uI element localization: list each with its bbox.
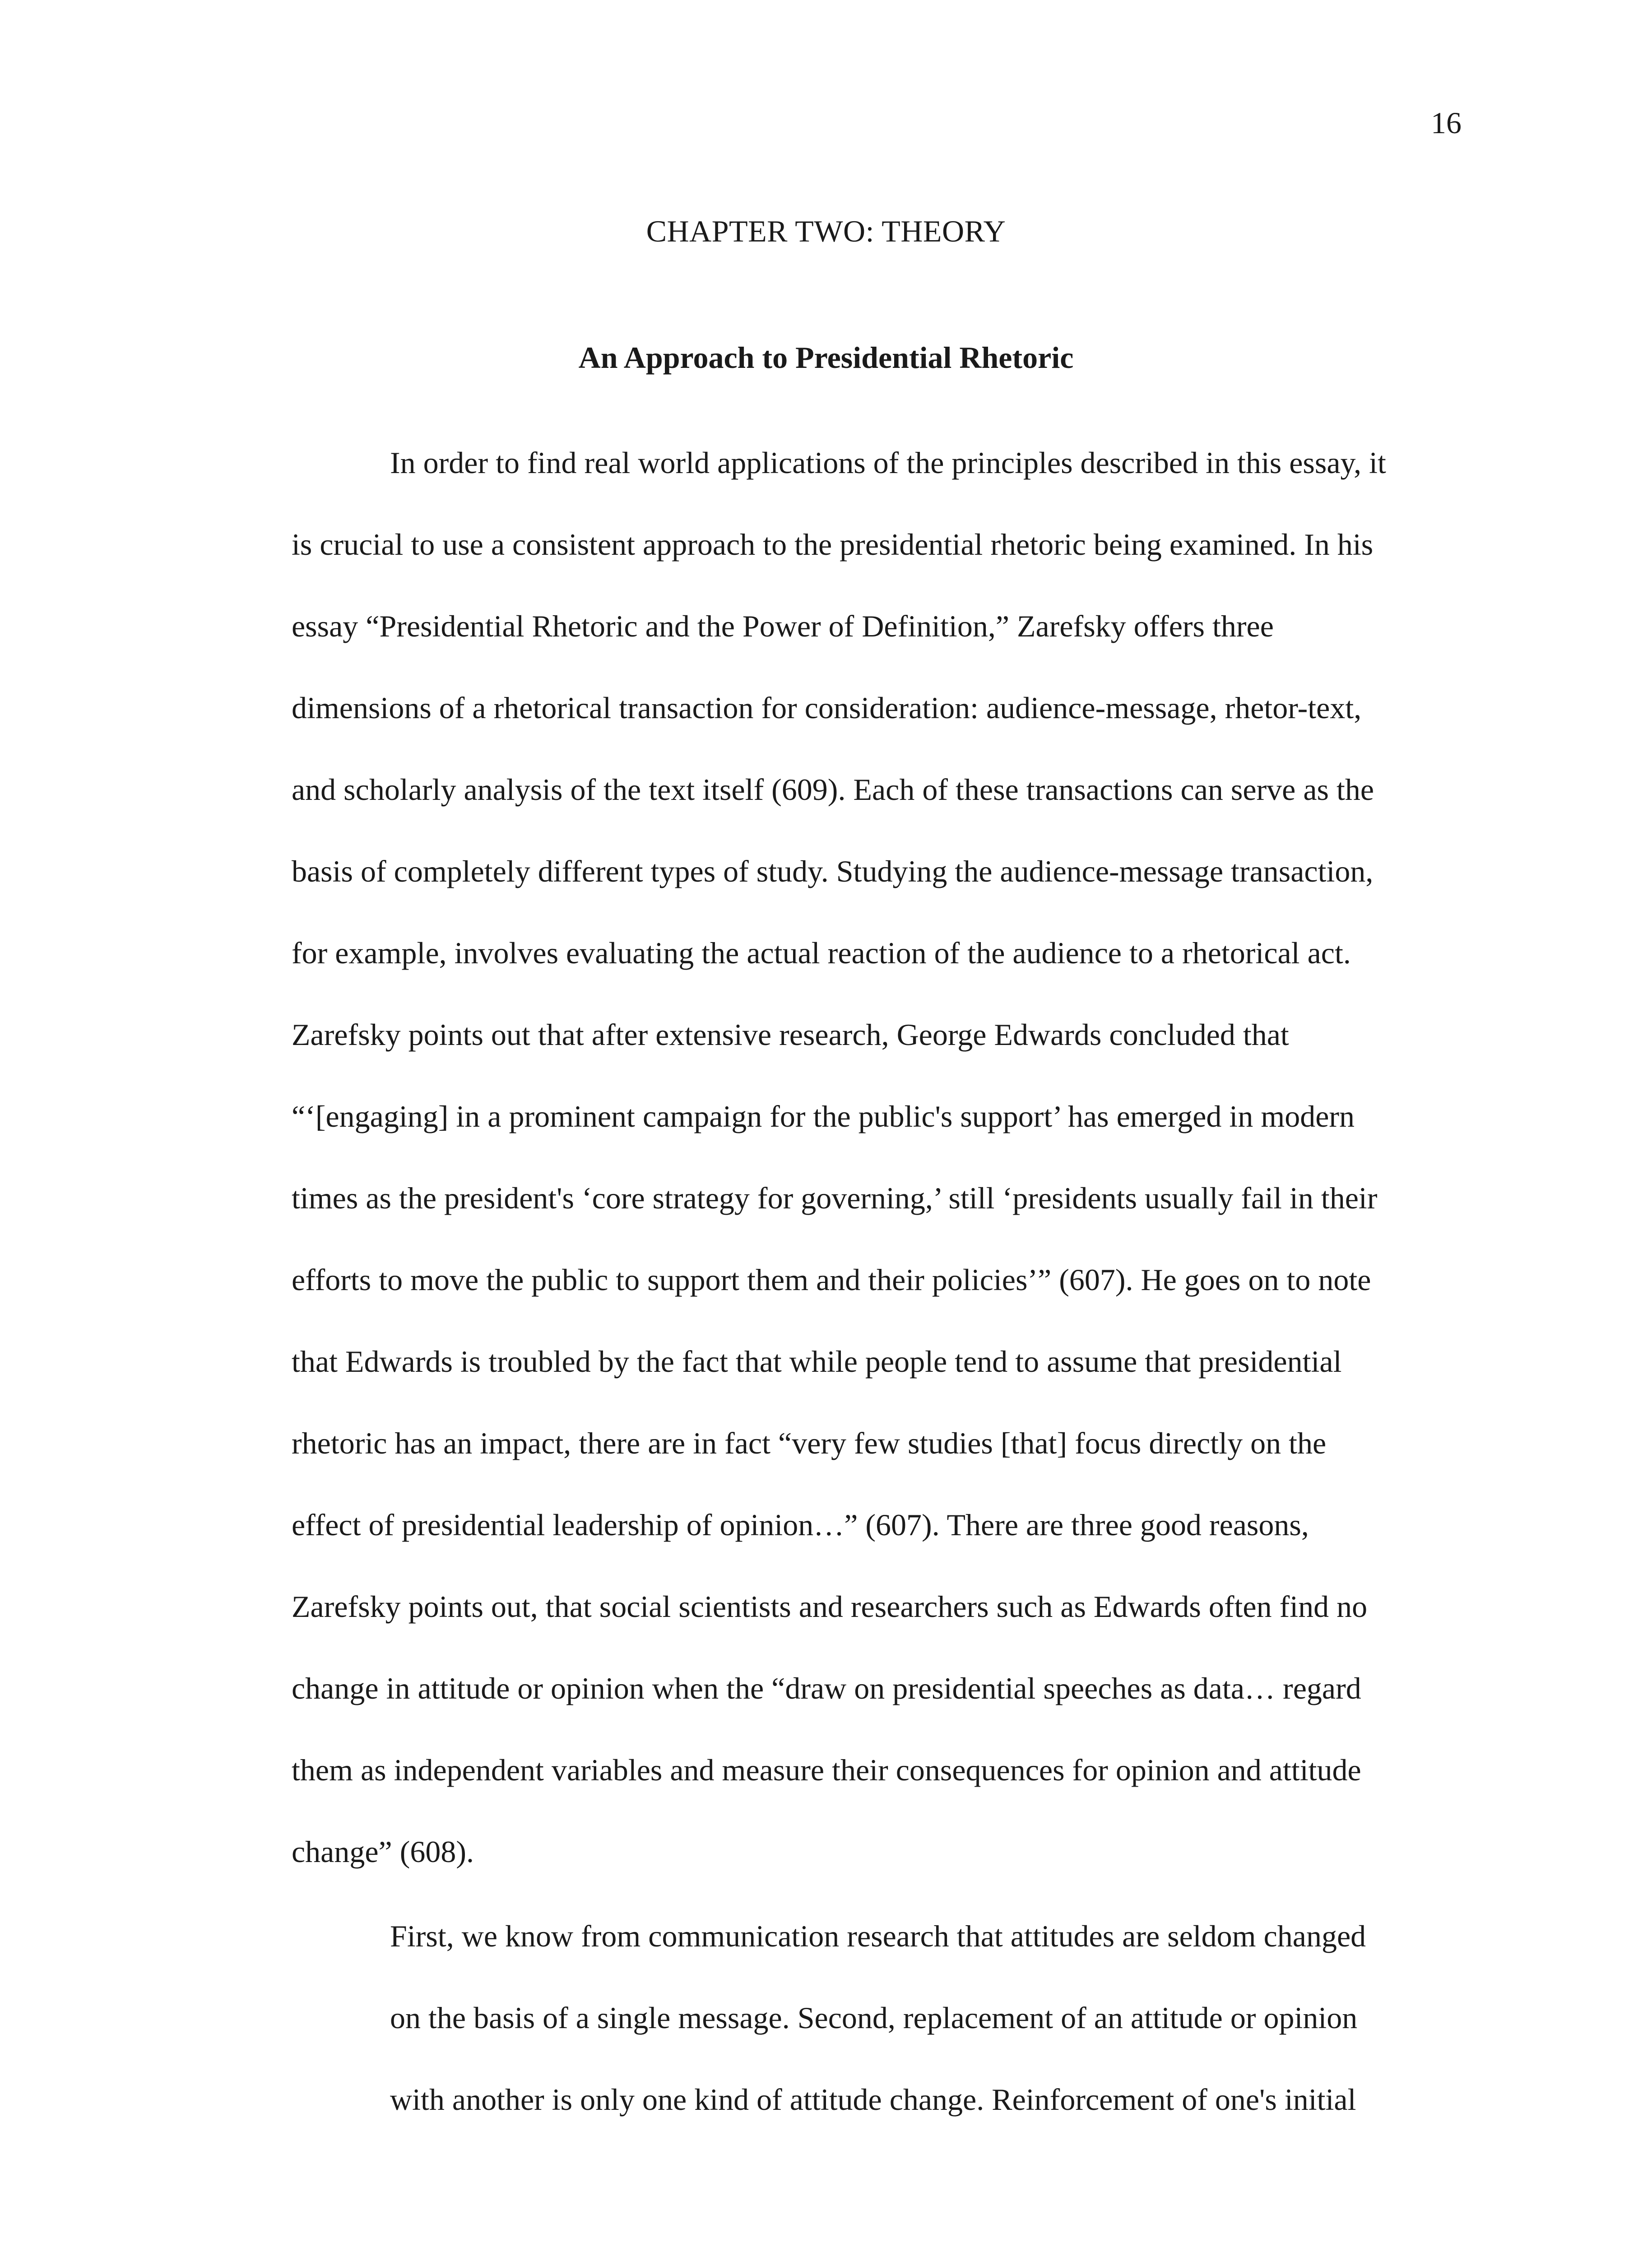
paragraph-line: rhetoric has an impact, there are in fact “very few studies [that] focus directly on the — [292, 1426, 1327, 1460]
paragraph-line: and scholarly analysis of the text itself (609). Each of these transactions can serve as the — [292, 772, 1374, 807]
paragraph-line: times as the president's ‘core strategy for governing,’ still ‘presidents usually fail in their — [292, 1181, 1378, 1215]
body-paragraph — [292, 422, 1465, 1893]
block-quote-line: with another is only one kind of attitude change. Reinforcement of one's initial — [390, 2082, 1356, 2117]
paragraph-line: is crucial to use a consistent approach to the presidential rhetoric being examined. In his — [292, 527, 1374, 562]
section-heading: An Approach to Presidential Rhetoric — [578, 340, 1074, 375]
paragraph-line: basis of completely different types of study. Studying the audience-message transaction, — [292, 854, 1374, 888]
paragraph-line: efforts to move the public to support them and their policies’” (607). He goes on to note — [292, 1263, 1371, 1297]
paragraph-line: change in attitude or opinion when the “draw on presidential speeches as data… regard — [292, 1671, 1361, 1705]
paragraph-line: change” (608). — [292, 1834, 474, 1869]
page-number: 16 — [1431, 106, 1462, 140]
block-quote — [390, 1895, 1473, 2141]
paragraph-line: dimensions of a rhetorical transaction for consideration: audience-message, rhetor-text, — [292, 691, 1362, 725]
paragraph-line: effect of presidential leadership of opinion…” (607). There are three good reasons, — [292, 1508, 1309, 1542]
paragraph-line: Zarefsky points out, that social scientists and researchers such as Edwards often find no — [292, 1589, 1368, 1624]
paragraph-line: “‘[engaging] in a prominent campaign for the public's support’ has emerged in modern — [292, 1099, 1355, 1133]
paragraph-line: that Edwards is troubled by the fact that while people tend to assume that presidential — [292, 1344, 1342, 1379]
block-quote-line: on the basis of a single message. Second, replacement of an attitude or opinion — [390, 2001, 1358, 2035]
paragraph-line: In order to find real world applications of the principles described in this essay, it — [390, 446, 1386, 480]
chapter-title: CHAPTER TWO: THEORY — [646, 214, 1006, 248]
paragraph-line: for example, involves evaluating the actual reaction of the audience to a rhetorical act. — [292, 936, 1351, 970]
paragraph-line: Zarefsky points out that after extensive research, George Edwards concluded that — [292, 1017, 1289, 1052]
paragraph-line: them as independent variables and measure their consequences for opinion and attitude — [292, 1753, 1361, 1787]
paragraph-line: essay “Presidential Rhetoric and the Power of Definition,” Zarefsky offers three — [292, 609, 1274, 643]
block-quote-line: First, we know from communication research that attitudes are seldom changed — [390, 1919, 1366, 1953]
